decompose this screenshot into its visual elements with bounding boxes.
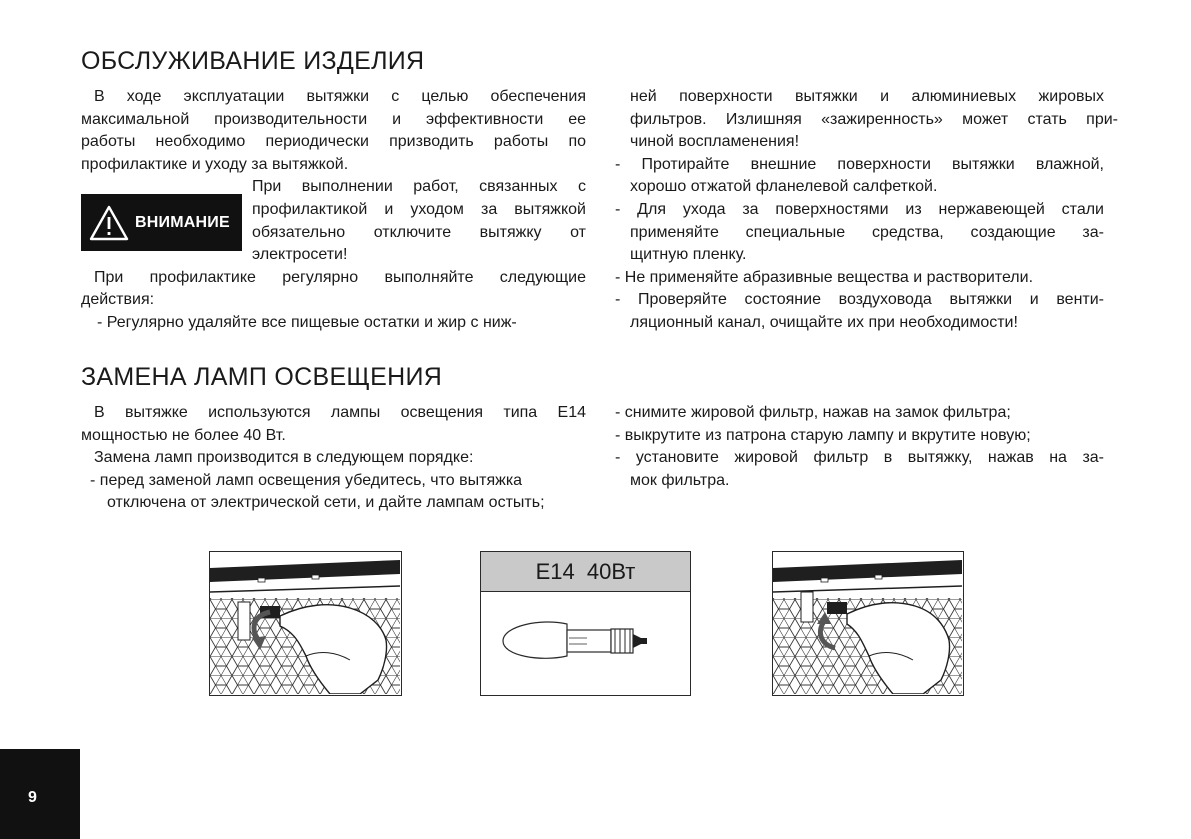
- page-number-tab: [0, 749, 80, 839]
- filter-latch: [827, 602, 847, 614]
- text-line: - Протирайте внешние поверхности вытяжки влажной,: [615, 155, 1104, 173]
- text-line: В ходе эксплуатации вытяжки с целью обеспечения: [94, 88, 586, 105]
- bulb-glass: [503, 622, 567, 658]
- text-line: - перед заменой ламп освещения убедитесь, что вытяжка: [90, 471, 523, 489]
- warning-badge-label: ВНИМАНИЕ: [135, 213, 230, 231]
- text-line: - выкрутите из патрона старую лампу и вкрутите новую;: [615, 426, 1031, 444]
- text-line: отключена от электрической сети, и дайте лампам остыть;: [107, 494, 545, 512]
- text-line: - снимите жировой фильтр, нажав на замок фильтра;: [615, 404, 1011, 421]
- page-number: 9: [28, 789, 37, 806]
- lamp-illustration: [481, 552, 689, 694]
- text-line: ней поверхности вытяжки и алюминиевых жировых: [630, 88, 1104, 105]
- text-line: щитную пленку.: [630, 246, 747, 264]
- text-line: При выполнении работ, связанных с: [252, 178, 586, 196]
- text-line: профилактике и уходу за вытяжкой.: [81, 155, 349, 173]
- text-line: - Регулярно удаляйте все пищевые остатки и жир с ниж-: [97, 314, 517, 331]
- text-line: мощностью не более 40 Вт.: [81, 426, 286, 444]
- text-line: максимальной производительности и эффективности ее: [81, 110, 586, 128]
- figure-lamp: [480, 551, 691, 696]
- warning-badge: [81, 194, 242, 251]
- text-line: При профилактике регулярно выполняйте следующие: [94, 268, 586, 286]
- text-line: применяйте специальные средства, создающие за-: [630, 223, 1104, 241]
- text-line: мок фильтра.: [630, 471, 730, 489]
- lamp-type-label: Е14 40Вт: [481, 552, 690, 592]
- text-line: хорошо отжатой фланелевой салфеткой.: [630, 178, 938, 196]
- text-line: В вытяжке используются лампы освещения типа Е14: [94, 404, 586, 421]
- text-line: чиной воспламенения!: [630, 133, 800, 151]
- install-filter-illustration: [773, 552, 962, 694]
- text-line: электросети!: [252, 246, 348, 264]
- text-line: фильтров. Излишняя «зажиренность» может стать при-: [630, 110, 1118, 128]
- figure-remove-filter: [209, 551, 402, 696]
- section-title-lamp-replacement: ЗАМЕНА ЛАМП ОСВЕЩЕНИЯ: [81, 363, 443, 391]
- figure-install-filter: [772, 551, 964, 696]
- warning-triangle-icon: [89, 205, 129, 241]
- section-title-maintenance: ОБСЛУЖИВАНИЕ ИЗДЕЛИЯ: [81, 47, 425, 75]
- text-line: Замена ламп производится в следующем порядке:: [94, 449, 474, 467]
- text-line: работы необходимо периодически призводить работы по: [81, 133, 586, 151]
- text-line: действия:: [81, 291, 155, 309]
- text-line: - Проверяйте состояние воздуховода вытяжки и венти-: [615, 291, 1104, 309]
- text-line: - Для ухода за поверхностями из нержавеющей стали: [615, 201, 1104, 218]
- text-line: - Не применяйте абразивные вещества и растворители.: [615, 268, 1034, 286]
- text-line: ляционный канал, очищайте их при необходимости!: [630, 314, 1018, 331]
- remove-filter-illustration: [210, 552, 400, 694]
- text-line: профилактикой и уходом за вытяжкой: [252, 201, 586, 218]
- text-line: - установите жировой фильтр в вытяжку, нажав на за-: [615, 449, 1104, 467]
- text-line: обязательно отключите вытяжку от: [252, 223, 586, 241]
